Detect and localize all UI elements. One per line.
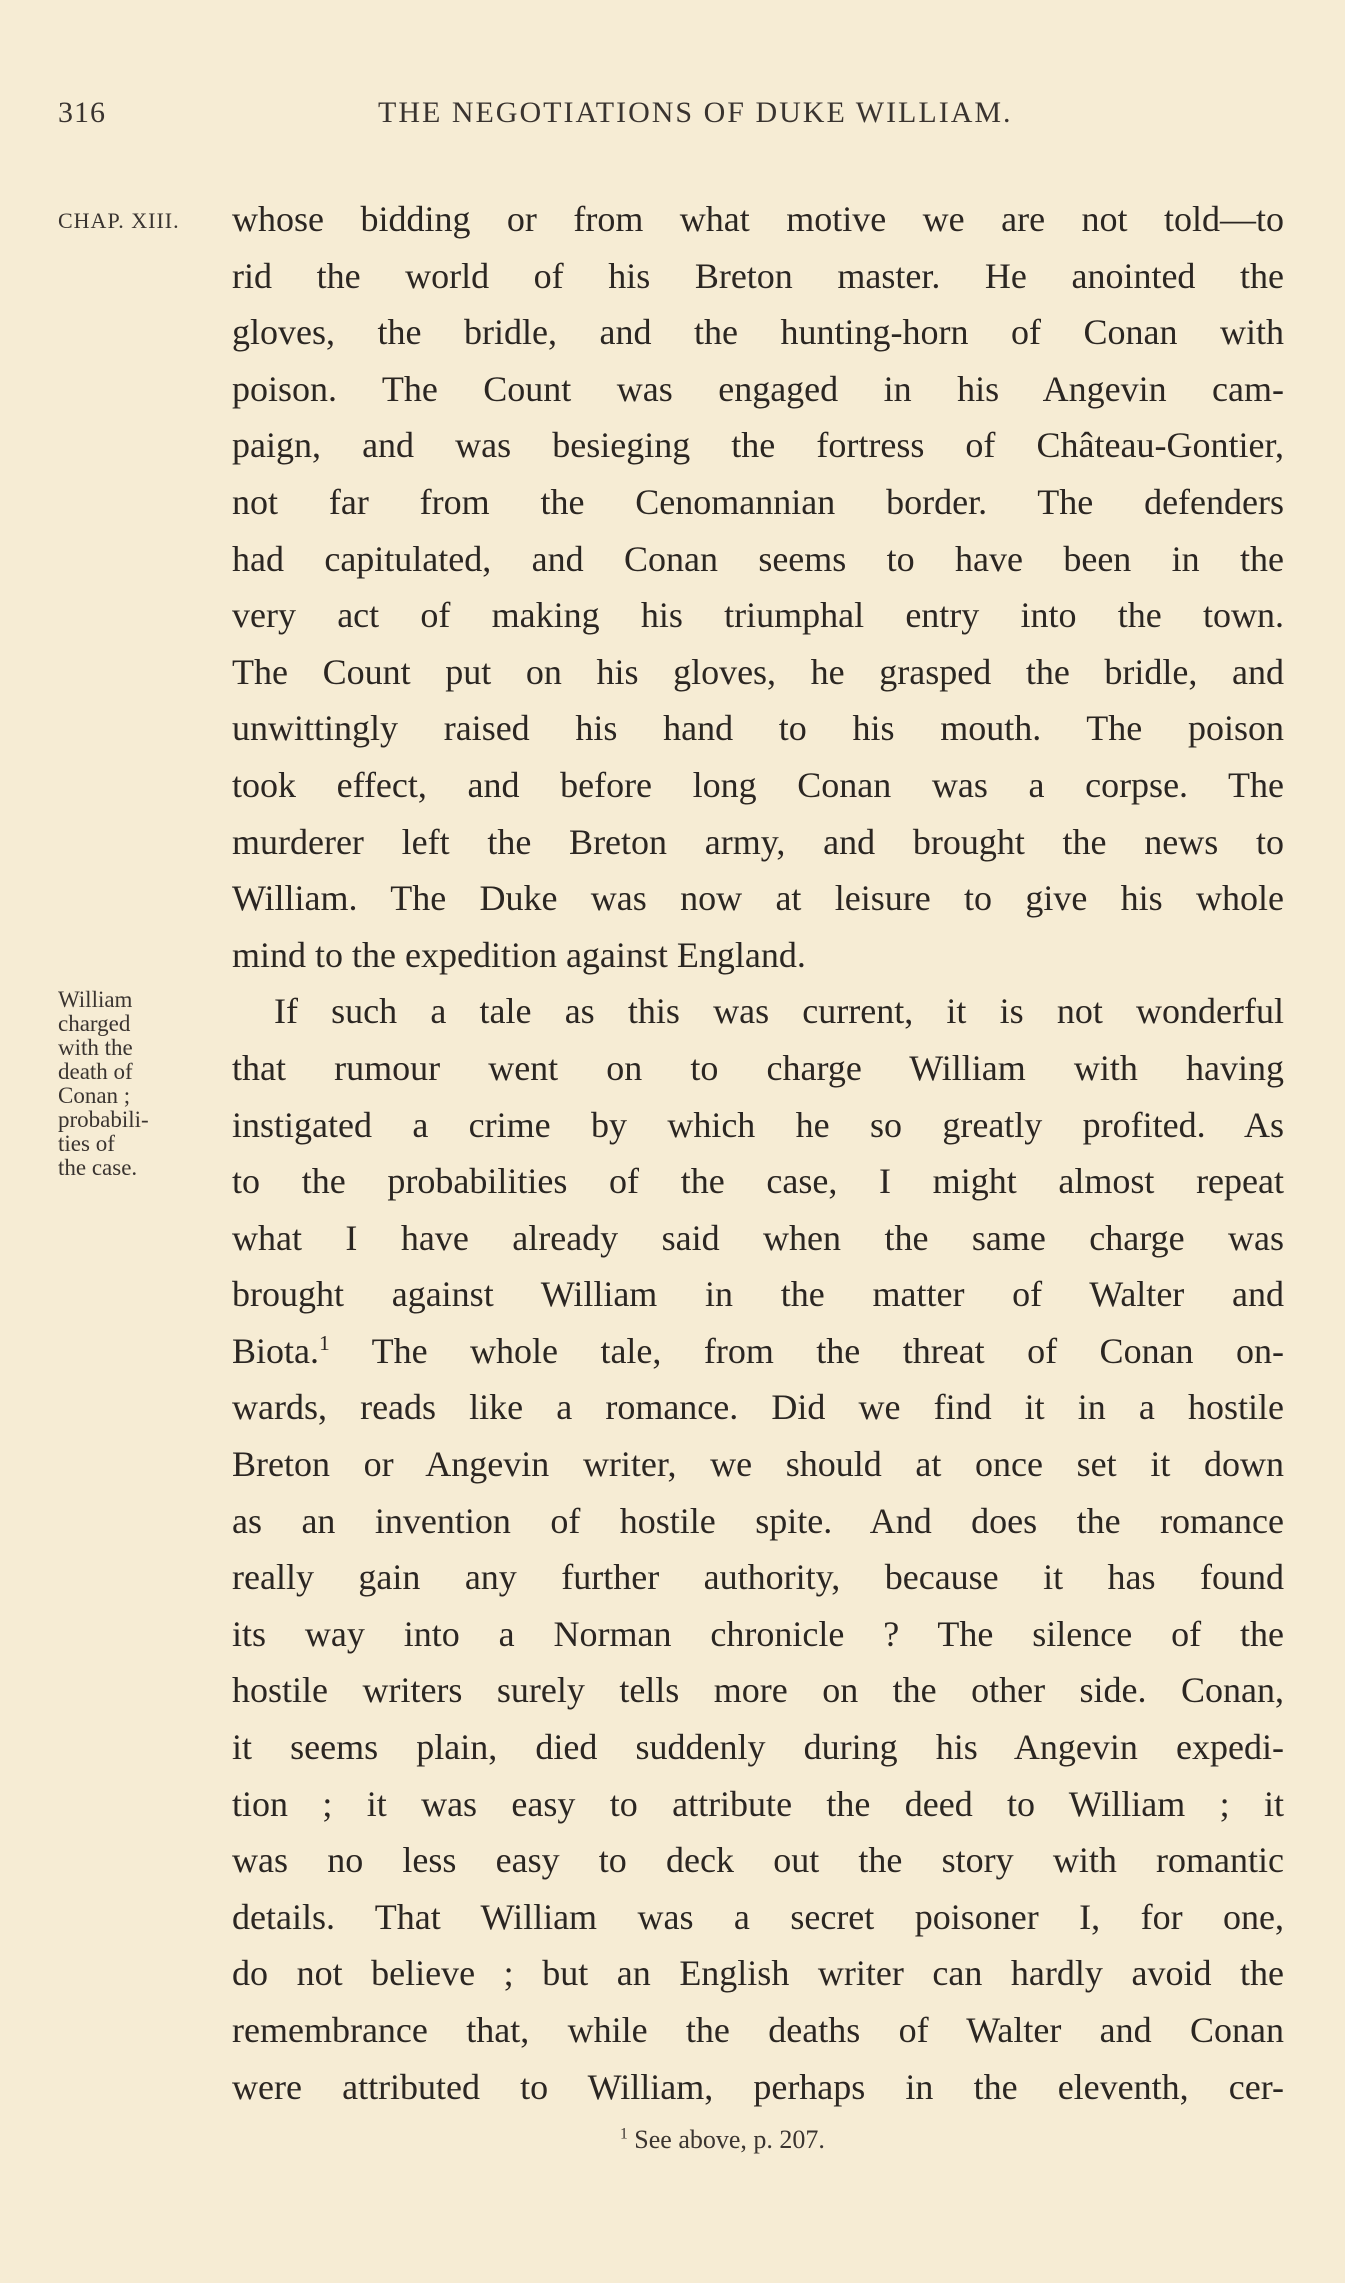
text-line: were attributed to William, perhaps in the eleventh, cer- [232,2066,1284,2107]
text-line: Breton or Angevin writer, we should at once set it down [232,1444,1284,1485]
text-line: tion ; it was easy to attribute the deed to William ; it [232,1783,1284,1824]
text-line: murderer left the Breton army, and brought the news to [232,821,1284,862]
text-line: unwittingly raised his hand to his mouth. The poison [232,708,1284,749]
footnote-marker[interactable]: 1 [319,1330,330,1355]
sidenote-line: William [58,987,133,1012]
text-line: do not believe ; but an English writer can hardly avoid the [232,1953,1284,1994]
running-title: THE NEGOTIATIONS OF DUKE WILLIAM. [378,96,1013,129]
text-line: was no less easy to deck out the story with romantic [232,1840,1284,1881]
body-text [232,191,1284,2115]
text-line-with-footnote [232,1323,1284,1380]
chapter-label: CHAP. XIII. [58,208,180,233]
paragraph-start-line: If such a tale as this was current, it is not wonderful [274,991,1284,1032]
text-segment: The whole tale, from the threat of Conan on- [329,1330,1284,1371]
text-line: that rumour went on to charge William with having [232,1047,1284,1088]
text-line: as an invention of hostile spite. And does the romance [232,1500,1284,1541]
text-line: very act of making his triumphal entry into the town. [232,595,1284,636]
text-line: took effect, and before long Conan was a corpse. The [232,764,1284,805]
text-line: mind to the expedition against England. [232,934,806,975]
sidenote-line: charged [58,1011,131,1036]
footnote-number: 1 [620,2125,628,2143]
footnote [620,2125,825,2155]
text-line: The Count put on his gloves, he grasped the bridle, and [232,651,1284,692]
text-line: not far from the Cenomannian border. The defenders [232,481,1284,522]
sidenote-line: ties of [58,1131,115,1156]
text-line: details. That William was a secret poisoner I, for one, [232,1896,1284,1937]
sidenote-line: with the [58,1035,133,1060]
margin-sidenote [58,988,208,1180]
text-line: its way into a Norman chronicle ? The silence of the [232,1613,1284,1654]
text-line: paign, and was besieging the fortress of Château-Gontier, [232,425,1284,466]
text-line: remembrance that, while the deaths of Walter and Conan [232,2010,1284,2050]
text-line: rid the world of his Breton master. He anointed the [232,255,1284,296]
text-line: hostile writers surely tells more on the other side. Conan, [232,1670,1284,1711]
text-line: had capitulated, and Conan seems to have been in the [232,538,1284,579]
text-line: to the probabilities of the case, I might almost repeat [232,1161,1284,1202]
text-line: instigated a crime by which he so greatly profited. As [232,1104,1284,1145]
text-line: gloves, the bridle, and the hunting-horn of Conan with [232,312,1284,353]
sidenote-line: Conan ; [58,1083,131,1108]
text-line: it seems plain, died suddenly during his Angevin expedi- [232,1727,1284,1768]
text-segment: Biota. [232,1330,319,1371]
text-line: what I have already said when the same charge was [232,1217,1284,1258]
sidenote-line: probabili- [58,1107,149,1132]
footnote-text: See above, p. 207. [627,2125,825,2154]
page-header [58,96,1138,136]
page-number: 316 [58,96,106,129]
text-line: brought against William in the matter of Walter and [232,1274,1284,1315]
text-line: poison. The Count was engaged in his Angevin cam- [232,368,1284,409]
sidenote-line: the case. [58,1155,138,1180]
text-line: whose bidding or from what motive we are not told—to [232,199,1284,239]
text-line: really gain any further authority, because it has found [232,1557,1284,1598]
text-line: wards, reads like a romance. Did we find it in a hostile [232,1387,1284,1428]
sidenote-line: death of [58,1059,133,1084]
text-line: William. The Duke was now at leisure to give his whole [232,878,1284,919]
